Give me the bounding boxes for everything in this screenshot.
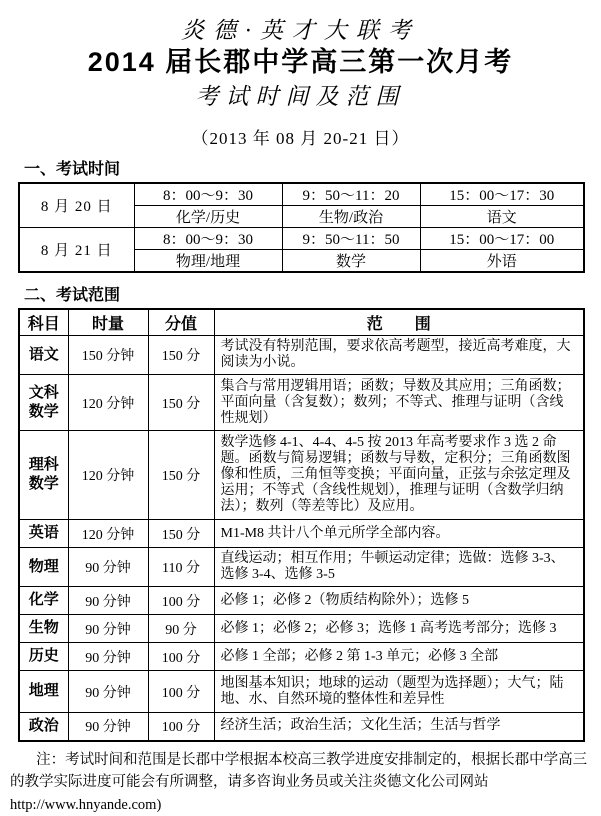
brand-title: 炎德·英才大联考 [181, 18, 420, 43]
subject-name: 物理 [19, 548, 68, 587]
table-row [19, 548, 584, 587]
footer-note: 注：考试时间和范围是长郡中学根据本校高三教学进度安排制定的，根据长郡中学高三的教学实际进度可能会有所调整，请多咨询业务员或关注炎德文化公司网站 http://www.hnyande.com) [10, 751, 588, 813]
subject-name: 文科数学 [19, 375, 68, 431]
time-slot-cell: 15：00～17：00 [420, 227, 584, 249]
score-value: 150 分 [148, 336, 214, 375]
duration-value: 90 分钟 [68, 671, 148, 713]
duration-value: 120 分钟 [68, 431, 148, 520]
document-header [0, 18, 601, 149]
table-row [19, 431, 584, 520]
time-slot-cell: 9：50～11：50 [282, 227, 420, 249]
subject-cell: 生物/政治 [282, 205, 420, 227]
table-row [19, 520, 584, 548]
scope-text: M1-M8 共计八个单元所学全部内容。 [214, 520, 584, 548]
subject-cell: 外语 [420, 249, 584, 272]
table-row [19, 643, 584, 671]
scope-text: 地图基本知识；地球的运动（题型为选择题）；大气；陆地、水、自然环境的整体性和差异性 [214, 671, 584, 713]
section2-heading: 二、考试范围 [24, 286, 121, 304]
score-value: 150 分 [148, 520, 214, 548]
score-value: 100 分 [148, 713, 214, 741]
time-slot-cell: 8：00～9：30 [134, 183, 282, 206]
subject-name: 化学 [19, 587, 68, 615]
subject-name: 语文 [19, 336, 68, 375]
duration-value: 90 分钟 [68, 643, 148, 671]
scope-text: 集合与常用逻辑用语；函数；导数及其应用；三角函数；平面向量（含复数）；数列；不等式、推理与证明（含线性规划） [214, 375, 584, 431]
table-row [19, 336, 584, 375]
duration-value: 120 分钟 [68, 520, 148, 548]
subject-name: 地理 [19, 671, 68, 713]
table-header-row [19, 309, 584, 336]
page-subtitle: 考试时间及范围 [195, 84, 406, 110]
duration-value: 120 分钟 [68, 375, 148, 431]
time-slot-cell: 15：00～17：30 [420, 183, 584, 206]
duration-value: 90 分钟 [68, 548, 148, 587]
subject-cell: 物理/地理 [134, 249, 282, 272]
scope-text: 经济生活；政治生活；文化生活；生活与哲学 [214, 713, 584, 741]
table-row [19, 587, 584, 615]
scope-text: 数学选修 4-1、4-4、4-5 按 2013 年高考要求作 3 选 2 命题。函数与简易逻辑；函数与导数，定积分；三角函数图像和性质，三角恒等变换；平面向量，正弦与余弦定理及运用；不等式（含线性规划），推理与证明（含数学归纳法）；数列（等差等比）及应用。 [214, 431, 584, 520]
table-row [19, 615, 584, 643]
time-slot-cell: 8：00～9：30 [134, 227, 282, 249]
exam-date-line: （2013 年 08 月 20-21 日） [191, 128, 410, 148]
exam-date-cell: 8 月 21 日 [19, 227, 134, 272]
exam-schedule-table [18, 182, 585, 273]
table-row [19, 375, 584, 431]
scope-text: 直线运动；相互作用；牛顿运动定律；选做：选修 3-3、选修 3-4、选修 3-5 [214, 548, 584, 587]
subject-cell: 语文 [420, 205, 584, 227]
exam-date-cell: 8 月 20 日 [19, 183, 134, 228]
score-value: 100 分 [148, 671, 214, 713]
score-value: 100 分 [148, 587, 214, 615]
score-value: 110 分 [148, 548, 214, 587]
column-header-scope: 范 围 [214, 309, 584, 336]
duration-value: 90 分钟 [68, 713, 148, 741]
column-header-duration: 时量 [68, 309, 148, 336]
subject-name: 理科数学 [19, 431, 68, 520]
duration-value: 90 分钟 [68, 587, 148, 615]
scope-text: 考试没有特别范围，要求依高考题型，接近高考难度，大阅读为小说。 [214, 336, 584, 375]
scope-text: 必修 1；必修 2（物质结构除外）；选修 5 [214, 587, 584, 615]
time-slot-cell: 9：50～11：20 [282, 183, 420, 206]
subject-name: 英语 [19, 520, 68, 548]
subject-name: 政治 [19, 713, 68, 741]
score-value: 90 分 [148, 615, 214, 643]
table-row [19, 671, 584, 713]
subject-name: 生物 [19, 615, 68, 643]
table-row [19, 183, 584, 206]
subject-cell: 化学/历史 [134, 205, 282, 227]
table-row [19, 227, 584, 249]
score-value: 150 分 [148, 431, 214, 520]
duration-value: 90 分钟 [68, 615, 148, 643]
subject-name: 历史 [19, 643, 68, 671]
score-value: 150 分 [148, 375, 214, 431]
subject-cell: 数学 [282, 249, 420, 272]
section1-heading: 一、考试时间 [24, 160, 121, 178]
scope-text: 必修 1；必修 2；必修 3；选修 1 高考选考部分；选修 3 [214, 615, 584, 643]
table-row [19, 713, 584, 741]
column-header-subject: 科目 [19, 309, 68, 336]
scope-text: 必修 1 全部；必修 2 第 1-3 单元；必修 3 全部 [214, 643, 584, 671]
duration-value: 150 分钟 [68, 336, 148, 375]
score-value: 100 分 [148, 643, 214, 671]
exam-scope-table [18, 308, 585, 742]
page-title: 2014 届长郡中学高三第一次月考 [87, 47, 514, 78]
column-header-score: 分值 [148, 309, 214, 336]
